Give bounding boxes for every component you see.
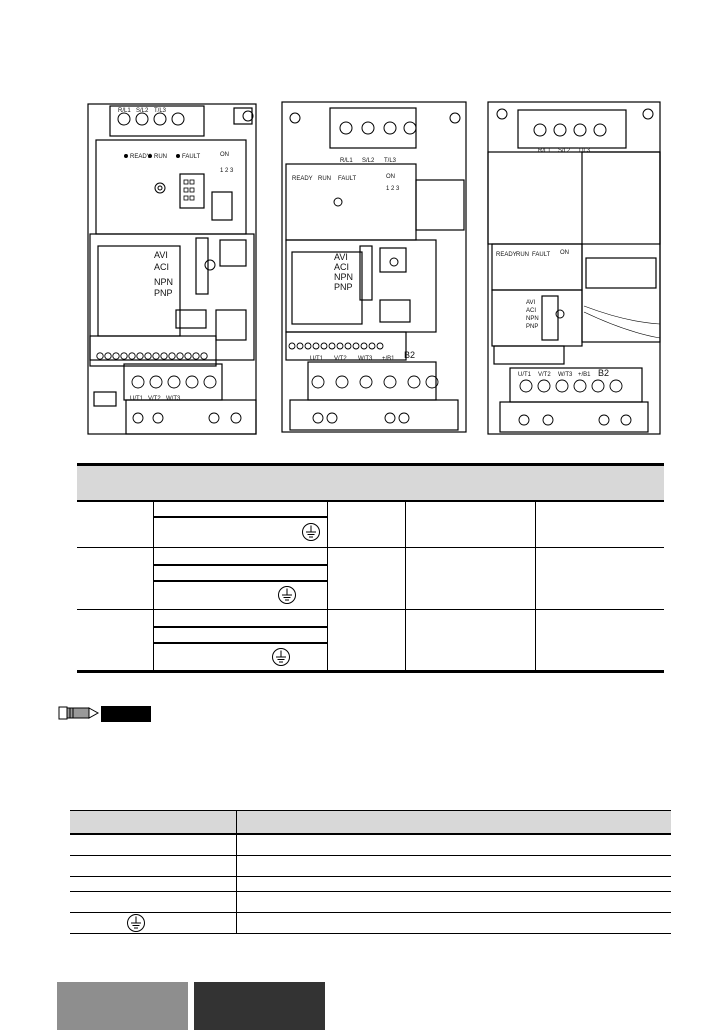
dip-switch-numbers: 1 2 3: [220, 168, 234, 174]
table-cell: [236, 877, 671, 892]
input-aci: ACI: [334, 262, 350, 272]
table-cell: [153, 517, 327, 547]
bottom-terminal-u: U/T1: [518, 372, 532, 378]
led-ready: READY: [496, 252, 517, 258]
input-pnp: PNP: [334, 282, 353, 292]
header-cell: [70, 811, 236, 835]
footer-tab-right: [194, 982, 325, 1030]
top-terminal-s: S/L2: [558, 148, 571, 154]
dip-switch-label: ON: [386, 174, 395, 180]
table-cell: [535, 547, 664, 609]
table-cell: [77, 609, 153, 671]
ground-symbol-icon: [277, 585, 297, 605]
header-cell: [77, 465, 153, 502]
dip-switch-numbers: 1 2 3: [386, 186, 400, 192]
led-fault: FAULT: [182, 154, 201, 160]
bottom-terminal-w: W/T3: [358, 356, 373, 362]
header-cell: [236, 811, 671, 835]
led-fault: FAULT: [532, 252, 551, 258]
table-cell: [405, 547, 535, 609]
ground-symbol-icon: [271, 647, 291, 667]
table-row: [70, 877, 671, 892]
led-run: RUN: [516, 252, 529, 258]
bottom-terminal-w: W/T3: [166, 396, 181, 402]
table-cell: [70, 856, 236, 877]
input-aci: ACI: [526, 308, 537, 314]
wiring-spec-table: [77, 463, 664, 673]
drive-drawing-middle: [280, 100, 468, 434]
input-avi: AVI: [526, 300, 536, 306]
input-pnp: PNP: [154, 288, 173, 298]
table-row: [70, 834, 671, 856]
table-row: [70, 913, 671, 934]
top-terminal-r: R/L1: [118, 108, 131, 114]
bottom-terminal-v: V/T2: [538, 372, 551, 378]
led-run: RUN: [154, 154, 167, 160]
table-cell: [535, 501, 664, 547]
table-cell: [153, 565, 327, 581]
ground-symbol-icon: [301, 522, 321, 542]
table-cell: [327, 501, 405, 547]
note-label: [101, 706, 151, 722]
terminal-table: [70, 810, 671, 934]
table-cell: [153, 501, 327, 517]
drive-drawing-left: [86, 100, 258, 438]
input-avi: AVI: [334, 252, 348, 262]
dip-switch-label: ON: [560, 250, 569, 256]
header-cell: [327, 465, 405, 502]
footer-tab-left: [57, 982, 188, 1030]
table-cell: [77, 501, 153, 547]
top-terminal-s: S/L2: [362, 158, 375, 164]
table-cell: [153, 627, 327, 643]
top-terminal-t: T/L3: [154, 108, 167, 114]
top-terminal-t: T/L3: [384, 158, 397, 164]
terminal-b2: B2: [598, 368, 610, 378]
header-cell: [535, 465, 664, 502]
led-ready: READY: [130, 154, 151, 160]
table-row: [70, 892, 671, 913]
bottom-terminal-b1: +/B1: [578, 372, 591, 378]
bottom-terminal-u: U/T1: [130, 396, 144, 402]
table-cell: [236, 856, 671, 877]
top-terminal-r: R/L1: [340, 158, 353, 164]
table-cell: [153, 643, 327, 671]
bottom-terminal-v: V/T2: [334, 356, 347, 362]
table-row: [70, 856, 671, 877]
top-terminal-t: T/L3: [578, 148, 591, 154]
table-cell: [405, 501, 535, 547]
table-row: [77, 547, 664, 565]
led-ready: READY: [292, 176, 313, 182]
table-cell: [405, 609, 535, 671]
bottom-terminal-b1: +/B1: [382, 356, 395, 362]
table-cell: [70, 913, 236, 934]
led-run: RUN: [318, 176, 331, 182]
dip-switch-label: ON: [220, 152, 229, 158]
terminal-b2: B2: [404, 350, 416, 360]
bottom-terminal-w: W/T3: [558, 372, 573, 378]
header-cell: [405, 465, 535, 502]
bottom-terminal-v: V/T2: [148, 396, 161, 402]
note-pen-icon: [58, 706, 100, 720]
table-header-row: [70, 811, 671, 835]
input-pnp: PNP: [526, 324, 539, 330]
top-terminal-r: R/L1: [538, 148, 551, 154]
table-cell: [236, 892, 671, 913]
table-cell: [535, 609, 664, 671]
table-row: [77, 609, 664, 627]
input-aci: ACI: [154, 262, 170, 272]
drive-drawing-right: [486, 100, 662, 436]
table-cell: [236, 834, 671, 856]
table-cell: [153, 609, 327, 627]
led-fault: FAULT: [338, 176, 357, 182]
table-cell: [236, 913, 671, 934]
table-cell: [153, 547, 327, 565]
input-npn: NPN: [154, 277, 174, 287]
table-header-row: [77, 465, 664, 502]
table-cell: [153, 581, 327, 609]
table-cell: [327, 609, 405, 671]
ground-symbol-icon: [126, 913, 146, 933]
table-row: [77, 501, 664, 517]
table-cell: [70, 877, 236, 892]
input-avi: AVI: [154, 250, 168, 260]
header-cell: [153, 465, 327, 502]
bottom-terminal-u: U/T1: [310, 356, 324, 362]
table-cell: [70, 892, 236, 913]
input-npn: NPN: [334, 272, 354, 282]
input-npn: NPN: [526, 316, 539, 322]
table-cell: [77, 547, 153, 609]
top-terminal-s: S/L2: [136, 108, 149, 114]
table-cell: [327, 547, 405, 609]
table-cell: [70, 834, 236, 856]
